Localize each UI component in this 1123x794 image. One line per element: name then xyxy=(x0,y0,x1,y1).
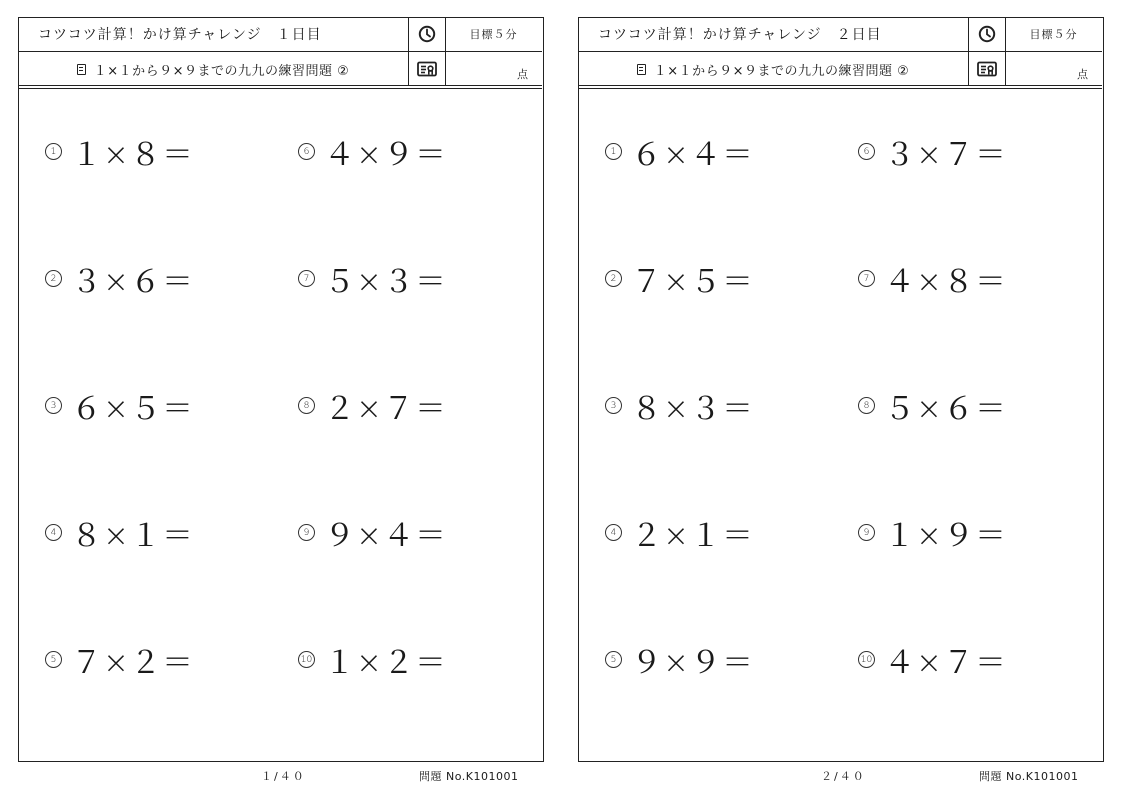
score-field: 点 xyxy=(517,68,528,81)
problem-number: 10 xyxy=(298,651,315,668)
problem-expression: １×２＝ xyxy=(324,644,447,681)
problem-expression: ４×９＝ xyxy=(324,136,447,173)
problem-expression: ６×５＝ xyxy=(71,390,194,427)
problem-number: 2 xyxy=(45,270,62,287)
problem-number: 3 xyxy=(45,397,62,414)
problem-9 xyxy=(298,512,447,552)
problem-9 xyxy=(858,512,1007,552)
problem-number: 5 xyxy=(605,651,622,668)
header-row-subtitle xyxy=(18,51,542,86)
header-divider xyxy=(578,85,1102,89)
worksheet-day-2 xyxy=(578,17,1104,783)
problem-2 xyxy=(605,258,754,298)
problem-1 xyxy=(45,131,194,171)
worksheet-subtitle xyxy=(578,52,968,86)
problem-6 xyxy=(298,131,447,171)
problem-number: 4 xyxy=(45,524,62,541)
clock-icon xyxy=(408,17,446,51)
problem-expression: １×８＝ xyxy=(71,136,194,173)
problem-id: 問題 No.K101001 xyxy=(979,770,1079,783)
problem-5 xyxy=(45,639,194,679)
problem-2 xyxy=(45,258,194,298)
problem-3 xyxy=(605,385,754,425)
problem-1 xyxy=(605,131,754,171)
problem-number: 2 xyxy=(605,270,622,287)
problem-expression: ８×３＝ xyxy=(631,390,754,427)
problem-8 xyxy=(298,385,447,425)
worksheet-subtitle xyxy=(18,52,408,86)
problem-number: 10 xyxy=(858,651,875,668)
problem-10 xyxy=(298,639,447,679)
problem-3 xyxy=(45,385,194,425)
document-icon xyxy=(637,64,646,75)
problem-expression: ５×３＝ xyxy=(324,263,447,300)
problem-expression: ３×６＝ xyxy=(71,263,194,300)
problem-number: 6 xyxy=(858,143,875,160)
subtitle-text: １×１から９×９までの九九の練習問題 ② xyxy=(93,63,350,79)
header-row-subtitle xyxy=(578,51,1102,86)
problem-number: 8 xyxy=(298,397,315,414)
problem-6 xyxy=(858,131,1007,171)
problem-7 xyxy=(298,258,447,298)
problem-number: 9 xyxy=(298,524,315,541)
problem-expression: ５×６＝ xyxy=(884,390,1007,427)
worksheet-title: コツコツ計算！かけ算チャレンジ １日目 xyxy=(38,27,322,43)
problem-expression: ７×５＝ xyxy=(631,263,754,300)
problem-number: 1 xyxy=(605,143,622,160)
problem-4 xyxy=(605,512,754,552)
subtitle-text: １×１から９×９までの九九の練習問題 ② xyxy=(653,63,910,79)
page-number: １/４０ xyxy=(261,770,306,783)
problem-expression: １×９＝ xyxy=(884,517,1007,554)
problem-expression: ３×７＝ xyxy=(884,136,1007,173)
problem-id: 問題 No.K101001 xyxy=(419,770,519,783)
problem-number: 3 xyxy=(605,397,622,414)
problem-number: 9 xyxy=(858,524,875,541)
problem-expression: ７×２＝ xyxy=(71,644,194,681)
header-row-title xyxy=(18,17,542,51)
problem-number: 5 xyxy=(45,651,62,668)
problem-expression: ６×４＝ xyxy=(631,136,754,173)
header-divider xyxy=(18,85,542,89)
problem-expression: ４×７＝ xyxy=(884,644,1007,681)
problem-number: 7 xyxy=(298,270,315,287)
document-icon xyxy=(77,64,86,75)
problem-number: 8 xyxy=(858,397,875,414)
problem-expression: ９×４＝ xyxy=(324,517,447,554)
header-row-title xyxy=(578,17,1102,51)
problem-number: 7 xyxy=(858,270,875,287)
problem-expression: ４×８＝ xyxy=(884,263,1007,300)
worksheet-day-1 xyxy=(18,17,544,783)
goal-time: 目標５分 xyxy=(1029,28,1078,41)
problem-8 xyxy=(858,385,1007,425)
problem-5 xyxy=(605,639,754,679)
problem-number: 1 xyxy=(45,143,62,160)
score-card-icon xyxy=(408,52,446,86)
problem-7 xyxy=(858,258,1007,298)
problem-expression: ８×１＝ xyxy=(71,517,194,554)
problem-number: 4 xyxy=(605,524,622,541)
problem-4 xyxy=(45,512,194,552)
worksheet-title: コツコツ計算！かけ算チャレンジ ２日目 xyxy=(598,27,882,43)
score-card-icon xyxy=(968,52,1006,86)
problem-expression: ２×１＝ xyxy=(631,517,754,554)
problem-expression: ２×７＝ xyxy=(324,390,447,427)
problem-10 xyxy=(858,639,1007,679)
page-number: ２/４０ xyxy=(821,770,866,783)
problem-expression: ９×９＝ xyxy=(631,644,754,681)
clock-icon xyxy=(968,17,1006,51)
problem-number: 6 xyxy=(298,143,315,160)
score-field: 点 xyxy=(1077,68,1088,81)
goal-time: 目標５分 xyxy=(469,28,518,41)
